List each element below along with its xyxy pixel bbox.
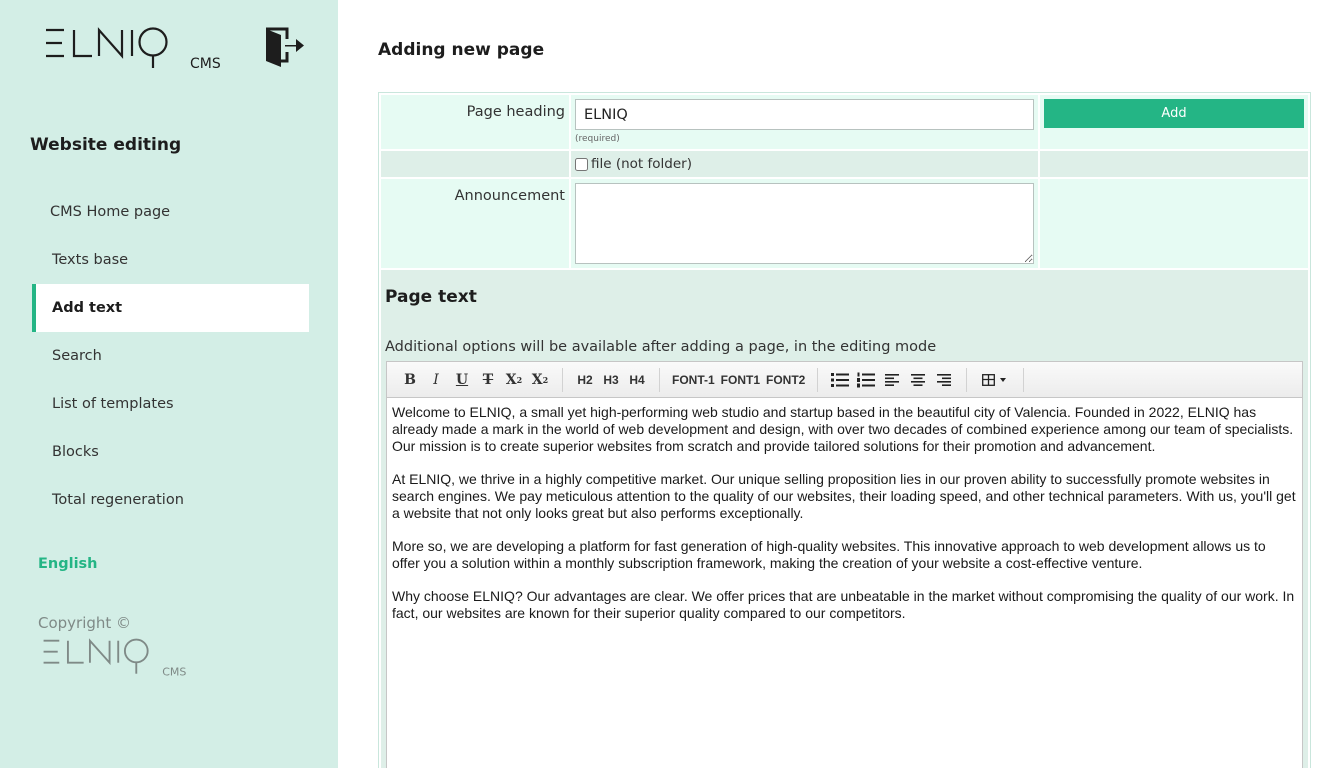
strikethrough-icon[interactable]: T [482, 371, 494, 388]
toolbar-separator [1023, 368, 1024, 392]
font2-button[interactable]: FONT2 [766, 372, 806, 387]
editor-hint: Additional options will be available after adding a page, in the editing mode [385, 339, 937, 355]
sidebar [0, 0, 338, 768]
heading3-button[interactable]: H3 [603, 372, 619, 387]
subscript-icon[interactable]: X 2 [531, 371, 549, 388]
numbered-list-icon[interactable] [853, 367, 879, 393]
footer-logo [40, 636, 198, 680]
heading4-button[interactable]: H4 [629, 372, 645, 387]
font-1-button[interactable]: FONT-1 [672, 372, 715, 387]
checkbox-empty-cell [381, 151, 569, 177]
italic-icon[interactable]: I [433, 371, 439, 388]
copyright-text: Copyright © [38, 614, 132, 632]
toolbar-separator [817, 368, 818, 392]
rich-text-editor [386, 361, 1303, 768]
add-button[interactable]: Add [1044, 99, 1304, 128]
checkbox-side-cell [1040, 151, 1308, 177]
file-checkbox[interactable] [575, 158, 588, 171]
sidebar-item-texts-base[interactable]: Texts base [52, 252, 129, 268]
toolbar-separator [659, 368, 660, 392]
sidebar-item-add-text[interactable]: Add text [32, 284, 309, 332]
file-checkbox-wrap[interactable] [575, 156, 692, 172]
toolbar-separator [562, 368, 563, 392]
announcement-label: Announcement [454, 188, 565, 204]
underline-icon[interactable]: U [455, 371, 469, 388]
elniq-logo[interactable] [42, 24, 242, 72]
heading2-button[interactable]: H2 [577, 372, 593, 387]
logout-icon[interactable] [263, 24, 305, 68]
editor-toolbar [387, 362, 1302, 398]
page-text-title: Page text [385, 287, 477, 307]
required-note: (required) [575, 134, 620, 144]
editor-paragraph: More so, we are developing a platform for fast generation of high-quality websites. This innovative approach to web development allows us to offer you a solution within a monthly subscription framework, making the creation of your website a cost-effective venture. [392, 538, 1266, 571]
svg-text:CMS: CMS [190, 56, 221, 72]
bullet-list-icon[interactable] [827, 367, 853, 393]
editor-content[interactable] [387, 398, 1302, 644]
language-switch[interactable]: English [38, 556, 98, 572]
sidebar-nav [32, 188, 309, 524]
align-center-icon[interactable] [905, 367, 931, 393]
bold-icon[interactable]: B [404, 371, 416, 388]
editor-paragraph: At ELNIQ, we thrive in a highly competitive market. Our unique selling proposition lies in our proven ability to successfully promote websites in search engines. We pay meticulous attention to the quality of our websites, their loading speed, and other technical parameters. With us, you'll get a website that not only looks great but also performs exceptionally. [392, 471, 1296, 521]
align-left-icon[interactable] [879, 367, 905, 393]
announcement-side-cell [1040, 179, 1308, 268]
svg-text:CMS: CMS [162, 665, 187, 679]
sidebar-item-templates[interactable]: List of templates [52, 396, 174, 412]
superscript-icon[interactable]: X 2 [505, 371, 523, 388]
editor-paragraph: Welcome to ELNIQ, a small yet high-performing web studio and startup based in the beautiful city of Valencia. Founded in 2022, ELNIQ has already made a mark in the world of web development and design, with over two decades of combined experience among our team of specialists. Our mission is to create superior websites from scratch and provide tailored solutions for their promotion and advancement. [392, 404, 1294, 454]
page-title: Adding new page [378, 40, 545, 60]
sidebar-title: Website editing [30, 135, 182, 155]
announcement-textarea[interactable] [575, 183, 1034, 264]
sidebar-item-search[interactable]: Search [52, 348, 102, 364]
heading-label: Page heading [466, 104, 565, 120]
align-right-icon[interactable] [931, 367, 957, 393]
file-checkbox-label: file (not folder) [591, 156, 692, 172]
toolbar-separator [966, 368, 967, 392]
table-dropdown-icon[interactable] [976, 367, 1014, 393]
sidebar-item-cms-home[interactable]: CMS Home page [50, 204, 171, 220]
editor-paragraph: Why choose ELNIQ? Our advantages are clear. We offer prices that are unbeatable in the market without compromising the quality of our work. In fact, our websites are known for their superior quality compared to our competitors. [392, 588, 1295, 621]
font1-button[interactable]: FONT1 [720, 372, 761, 387]
sidebar-item-blocks[interactable]: Blocks [52, 444, 99, 460]
page-heading-input[interactable] [575, 99, 1034, 130]
sidebar-item-regeneration[interactable]: Total regeneration [52, 492, 184, 508]
